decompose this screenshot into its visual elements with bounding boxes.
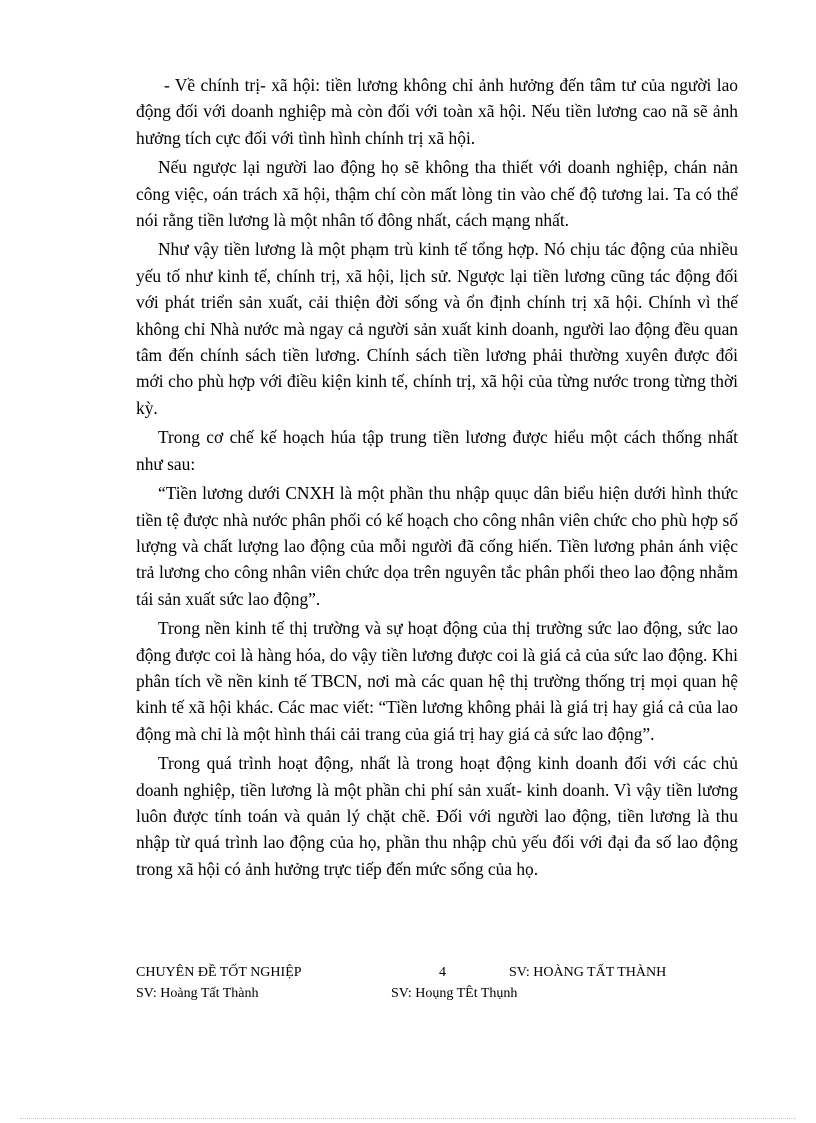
paragraph-quote-definition: “Tiền lương dưới CNXH là một phần thu nhập quục dân biểu hiện dưới hình thức tiền tệ được nhà nước phân phối có kế hoạch cho công nhân viên chức cho phù hợp số lượng và chất lượng lao động của mỗi người đã cống hiến. Tiền lương phản ánh việc trả lương cho công nhân viên chức dọa trên nguyên tắc phân phối theo lao động nhằm tái sản xuất sức lao động”. — [136, 483, 738, 609]
paragraph-business-operations: Trong quá trình hoạt động, nhất là trong hoạt động kinh doanh đối với các chủ doanh nghiệp, tiền lương là một phần chi phí sản xuất- kinh doanh. Vì vậy tiền lương luôn được tính toán và quản lý chặt chẽ. Đối với người lao động, tiền lương là thu nhập từ quá trình lao động của họ, phần thu nhập chủ yếu đối với đại đa số lao động trong xã hội có ảnh hưởng trực tiếp đến mức sống của họ. — [136, 753, 738, 879]
paragraph-planned-economy: Trong cơ chế kế hoạch húa tập trung tiền lương được hiểu một cách thống nhất như sau: — [136, 427, 738, 474]
paragraph-market-economy: Trong nền kinh tế thị trường và sự hoạt động của thị trường sức lao động, sức lao động được coi là hàng hóa, do vậy tiền lương được coi là giá cả của sức lao động. Khi phân tích về nền kinh tế TBCN, nơi mà các quan hệ thị trường thống trị mọi quan hệ kinh tế xã hội khác. Các mac viết: “Tiền lương không phải là giá trị hay giá cả của lao động mà chỉ là một hình thái cải trang của giá trị hay giá cả sức lao động”. — [136, 618, 738, 744]
paragraph-political: - Về chính trị- xã hội: tiền lương không chỉ ảnh hưởng đến tâm tư của người lao động đối với doanh nghiệp mà còn đối với toàn xã hội. Nếu tiền lương cao nã sẽ ảnh hưởng tích cực đối với tình hình chính trị xã hội. — [136, 75, 738, 148]
footer-author-garbled: SV: Hoụng TÊt Thụnh — [391, 986, 518, 1001]
paragraph-economic-category: Như vậy tiền lương là một phạm trù kinh tế tổng hợp. Nó chịu tác động của nhiều yếu tố như kinh tế, chính trị, xã hội, lịch sử. Ngược lại tiền lương cũng tác động đối với phát triển sản xuất, cải thiện đời sống và ổn định chính trị xã hội. Chính vì thế không chỉ Nhà nước mà ngay cả người sản xuất kinh doanh, người lao động đều quan tâm đến chính sách tiền lương. Chính sách tiền lương phải thường xuyên được đổi mới cho phù hợp với điều kiện kinh tế, chính trị, xã hội của từng nước trong từng thời kỳ. — [136, 239, 738, 418]
document-body — [136, 72, 738, 885]
footer-title: CHUYÊN ĐỀ TỐT NGHIỆP — [136, 965, 302, 980]
footer-author: SV: HOÀNG TẤT THÀNH — [509, 965, 667, 980]
page-number: 4 — [439, 965, 446, 980]
footer-author-name: SV: Hoàng Tất Thành — [136, 986, 259, 1001]
page-edge-divider — [20, 1118, 796, 1119]
paragraph-consequence: Nếu ngược lại người lao động họ sẽ không tha thiết với doanh nghiệp, chán nản công việc, oán trách xã hội, thậm chí còn mất lòng tin vào chế độ tương lai. Ta có thể nói rằng tiền lương là một nhân tố đông nhất, cách mạng nhất. — [136, 157, 738, 231]
